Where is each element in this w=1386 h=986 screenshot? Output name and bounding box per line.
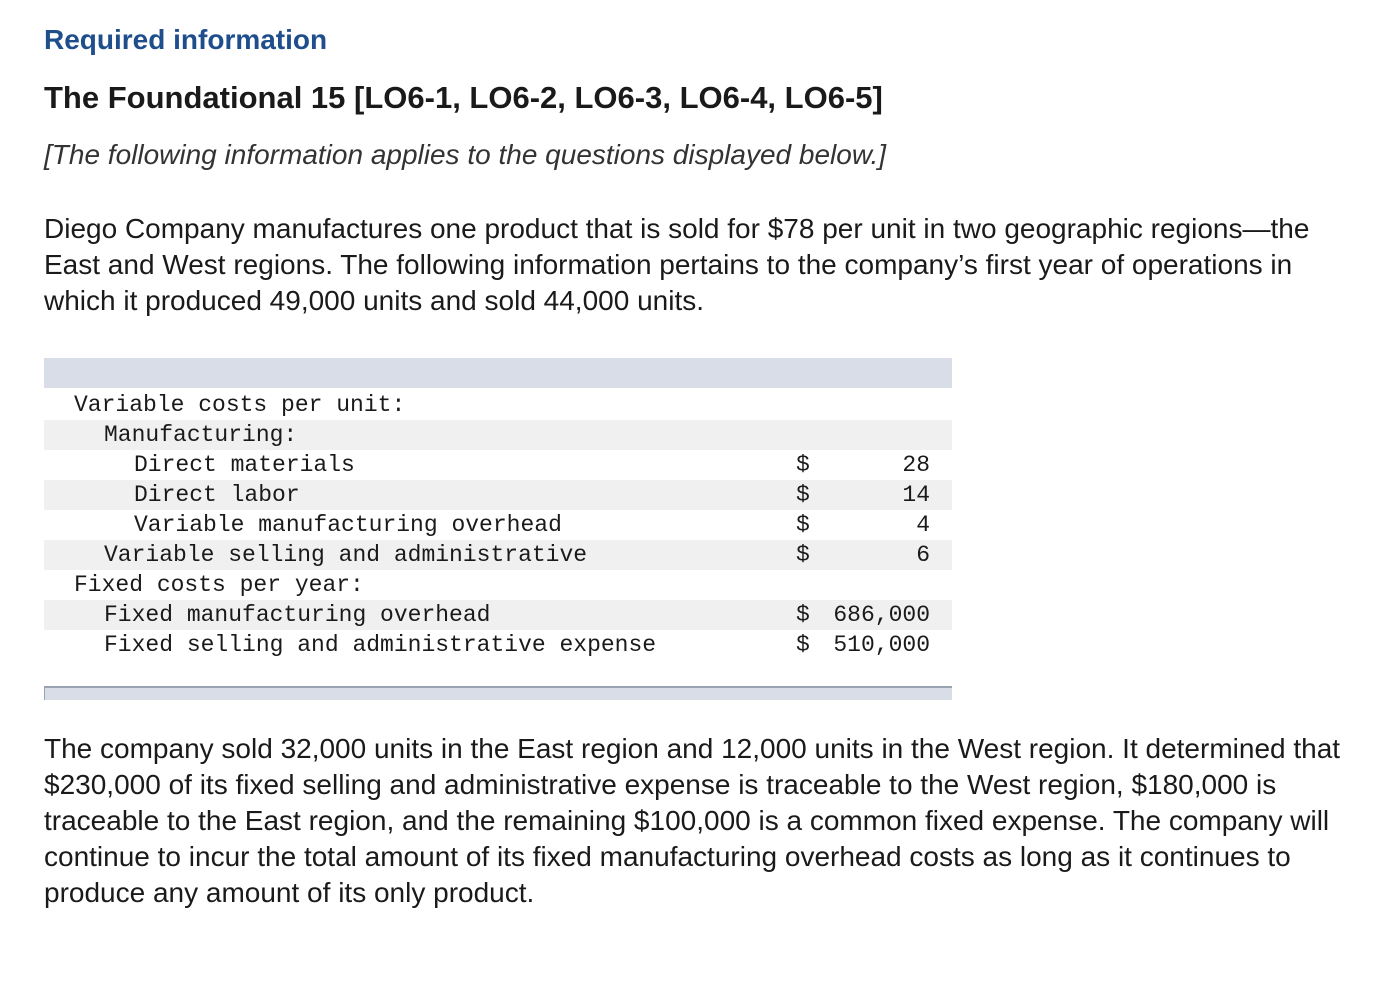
dollar-sign: $	[796, 602, 810, 628]
row-label: Fixed selling and administrative expense	[104, 632, 657, 658]
row-amount: 4	[916, 512, 930, 538]
dollar-sign: $	[796, 542, 810, 568]
dollar-sign: $	[796, 452, 810, 478]
table-row	[44, 540, 952, 570]
row-amount: 6	[916, 542, 930, 568]
required-information-heading: Required information	[44, 24, 328, 55]
row-label: Fixed manufacturing overhead	[104, 602, 491, 628]
row-label: Manufacturing:	[104, 422, 298, 448]
table-row	[44, 600, 952, 630]
instructions-subtitle: [The following information applies to the questions displayed below.]	[44, 139, 887, 170]
row-amount: 510,000	[833, 632, 930, 658]
row-amount: 686,000	[833, 602, 930, 628]
row-amount: 14	[902, 482, 930, 508]
row-label: Fixed costs per year:	[74, 572, 364, 598]
table-row	[44, 510, 952, 540]
table-row	[44, 450, 952, 480]
table-row	[44, 480, 952, 510]
row-label: Variable costs per unit:	[74, 392, 406, 418]
row-amount: 28	[902, 452, 930, 478]
table-row	[44, 630, 952, 660]
table-row	[44, 390, 952, 420]
intro-paragraph: Diego Company manufactures one product that is sold for $78 per unit in two geographic regions—the East and West regions. The following information pertains to the company’s first year of operations in which it produced 49,000 units and sold 44,000 units.	[44, 213, 1310, 316]
dollar-sign: $	[796, 632, 810, 658]
problem-title: The Foundational 15 [LO6-1, LO6-2, LO6-3, LO6-4, LO6-5]	[44, 80, 883, 115]
table-footer-bar	[44, 686, 952, 700]
row-label: Direct labor	[134, 482, 300, 508]
row-label: Variable manufacturing overhead	[134, 512, 562, 538]
row-label: Direct materials	[134, 452, 355, 478]
cost-table	[44, 358, 952, 700]
table-body	[44, 388, 952, 660]
table-row	[44, 570, 952, 600]
closing-paragraph: The company sold 32,000 units in the East region and 12,000 units in the West region. It determined that $230,000 of its fixed selling and administrative expense is traceable to the West region, $180,000 is traceable to the East region, and the remaining $100,000 is a common fixed expense. The company will continue to incur the total amount of its fixed manufacturing overhead costs as long as it continues to produce any amount of its only product.	[44, 733, 1341, 908]
table-header-bar	[44, 358, 952, 388]
table-row	[44, 420, 952, 450]
dollar-sign: $	[796, 512, 810, 538]
dollar-sign: $	[796, 482, 810, 508]
row-label: Variable selling and administrative	[104, 542, 588, 568]
